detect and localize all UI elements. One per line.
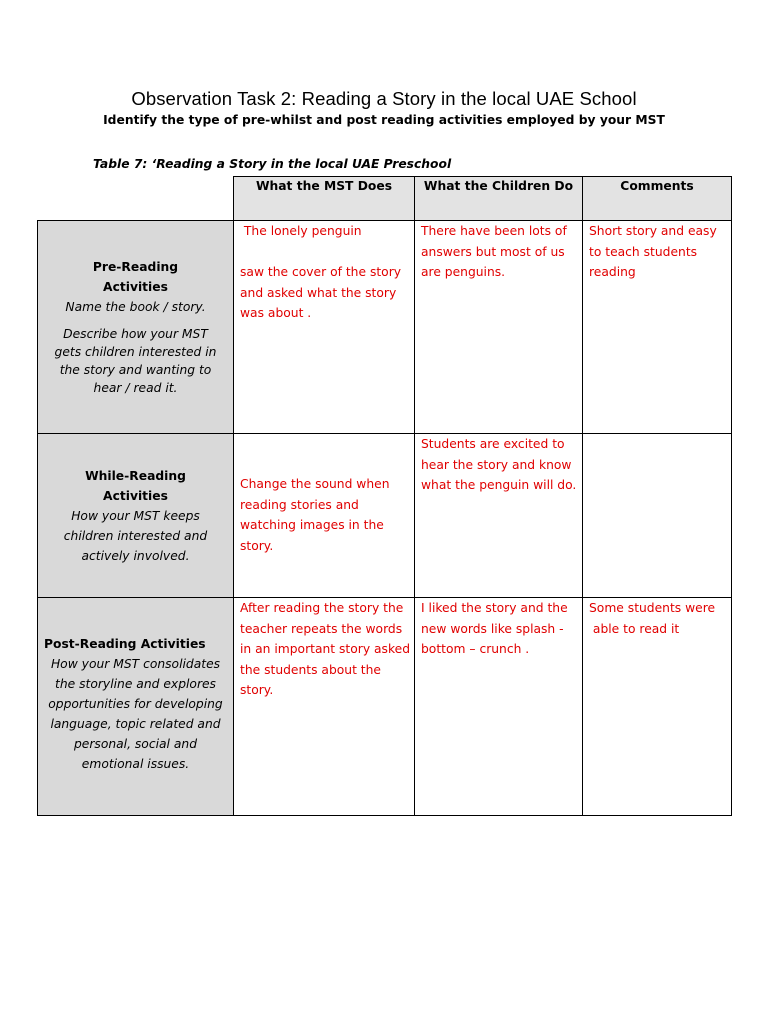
row-label-while-reading: [37, 433, 234, 598]
pre-reading-comments-cell: Short story and easy to teach students reading: [582, 220, 732, 434]
while-reading-comments-cell: [582, 433, 732, 598]
while-reading-mst-cell: Change the sound when reading stories and watching images in the story.: [233, 433, 415, 598]
pre-reading-desc-2: Describe how your MST gets children interested in the story and wanting to hear / read it.: [54, 327, 217, 395]
table-caption: Table 7: ‘Reading a Story in the local UAE Preschool: [93, 157, 452, 171]
post-reading-children-cell: I liked the story and the new words like splash - bottom – crunch .: [414, 597, 583, 816]
post-reading-desc: How your MST consolidates the storyline and explores opportunities for developing language, topic related and personal, social and emotional issues.: [48, 657, 223, 771]
header-comments: Comments: [582, 176, 732, 221]
post-reading-comments-cell: Some students were able to read it: [582, 597, 732, 816]
while-reading-children-cell: Students are excited to hear the story and know what the penguin will do.: [414, 433, 583, 598]
row-label-post-reading: [37, 597, 234, 816]
while-reading-desc: How your MST keeps children interested and actively involved.: [63, 508, 208, 563]
pre-reading-desc-1: Name the book / story.: [65, 300, 206, 314]
pre-reading-title-1: Pre-Reading: [92, 260, 179, 274]
pre-reading-title-2: Activities: [103, 280, 168, 294]
page-subtitle: Identify the type of pre-whilst and post reading activities employed by your MST: [103, 113, 665, 127]
row-label-pre-reading: [37, 220, 234, 434]
header-children: What the Children Do: [414, 176, 583, 221]
header-mst: What the MST Does: [233, 176, 415, 221]
post-reading-mst-cell: After reading the story the teacher repeats the words in an important story asked the students about the story.: [233, 597, 415, 816]
page-title: Observation Task 2: Reading a Story in the local UAE School: [131, 88, 637, 109]
pre-reading-children-cell: There have been lots of answers but most of us are penguins.: [414, 220, 583, 434]
while-reading-title-1: While-Reading: [85, 468, 186, 483]
while-reading-title-2: Activities: [103, 488, 168, 503]
post-reading-title: Post-Reading Activities: [44, 637, 206, 651]
pre-reading-mst-cell: The lonely penguin saw the cover of the story and asked what the story was about .: [233, 220, 415, 434]
